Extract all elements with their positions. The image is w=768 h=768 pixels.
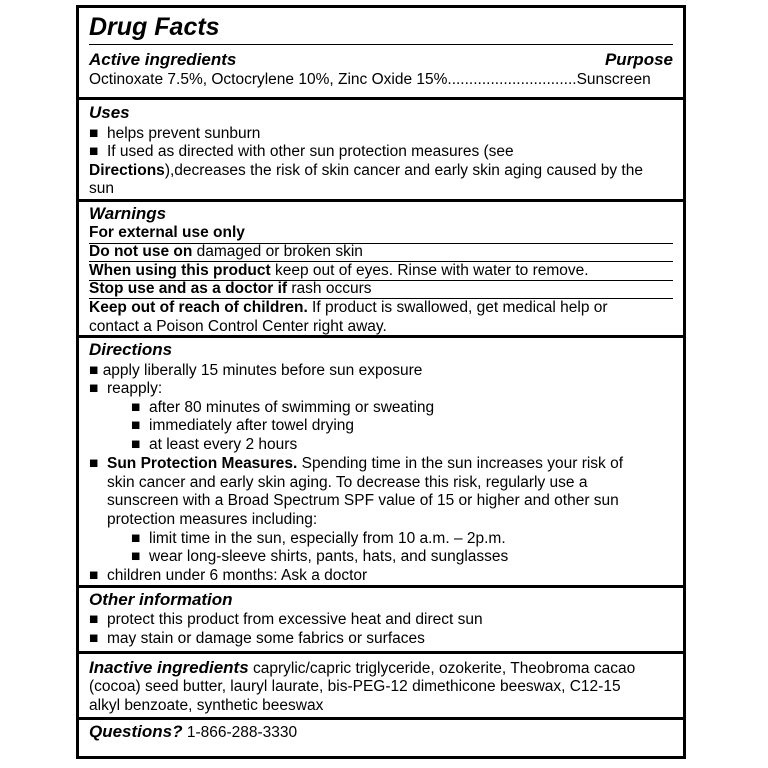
bullet-icon: ■ bbox=[89, 380, 99, 397]
sun-protection-cont: protection measures including: bbox=[107, 511, 318, 528]
inactive-ingredients-cont: (cocoa) seed butter, lauryl laurate, bis-PEG-12 dimethicone beeswax, C12-15 bbox=[89, 678, 621, 695]
title-rule bbox=[89, 44, 673, 45]
uses-item: ■ If used as directed with other sun protection measures (see bbox=[89, 143, 514, 160]
stop-use-line: Stop use and as a doctor if rash occurs bbox=[89, 280, 372, 297]
sun-protection-item: ■ Sun Protection Measures. Spending time in the sun increases your risk of bbox=[89, 455, 624, 472]
other-info-item: ■ protect this product from excessive heat and direct sun bbox=[89, 611, 483, 628]
divider bbox=[79, 199, 683, 202]
inactive-ingredients-line: Inactive ingredients caprylic/capric triglyceride, ozokerite, Theobroma cacao bbox=[89, 658, 636, 677]
do-not-use-line: Do not use on damaged or broken skin bbox=[89, 243, 363, 260]
divider bbox=[79, 717, 683, 720]
divider bbox=[79, 651, 683, 654]
bullet-icon: ■ bbox=[131, 436, 141, 453]
bullet-icon: ■ bbox=[89, 567, 99, 584]
uses-header: Uses bbox=[89, 103, 130, 122]
inactive-ingredients-cont: alkyl benzoate, synthetic beeswax bbox=[89, 697, 324, 714]
bullet-icon: ■ bbox=[89, 630, 99, 647]
active-ingredients-line: Octinoxate 7.5%, Octocrylene 10%, Zinc Oxide 15%..............................Sunscreen bbox=[89, 71, 651, 88]
questions-header: Questions? bbox=[89, 722, 183, 741]
other-info-item: ■ may stain or damage some fabrics or surfaces bbox=[89, 630, 425, 647]
directions-subitem: ■ limit time in the sun, especially from 10 a.m. – 2p.m. bbox=[131, 530, 506, 547]
bullet-icon: ■ bbox=[89, 125, 99, 142]
drug-facts-title: Drug Facts bbox=[89, 13, 220, 41]
divider bbox=[79, 335, 683, 338]
uses-item: ■ helps prevent sunburn bbox=[89, 125, 261, 142]
warnings-header: Warnings bbox=[89, 204, 167, 223]
divider bbox=[79, 585, 683, 588]
inactive-ingredients-header: Inactive ingredients bbox=[89, 658, 249, 677]
directions-subitem: ■ wear long-sleeve shirts, pants, hats, and sunglasses bbox=[131, 548, 509, 565]
directions-header: Directions bbox=[89, 340, 173, 359]
bullet-icon: ■ bbox=[89, 611, 99, 628]
sun-protection-cont: skin cancer and early skin aging. To decrease this risk, regularly use a bbox=[107, 474, 588, 491]
external-use-line: For external use only bbox=[89, 224, 245, 241]
keep-out-line-2: contact a Poison Control Center right away. bbox=[89, 318, 387, 335]
directions-item: ■ reapply: bbox=[89, 380, 163, 397]
bullet-icon: ■ bbox=[131, 399, 141, 416]
drug-facts-panel bbox=[76, 5, 686, 759]
when-using-line: When using this product keep out of eyes. Rinse with water to remove. bbox=[89, 262, 589, 279]
directions-subitem: ■ after 80 minutes of swimming or sweating bbox=[131, 399, 435, 416]
active-header-row bbox=[89, 51, 673, 69]
bullet-icon: ■ bbox=[89, 143, 99, 160]
directions-subitem: ■ immediately after towel drying bbox=[131, 417, 355, 434]
bullet-icon: ■ bbox=[131, 530, 141, 547]
directions-item: ■ children under 6 months: Ask a doctor bbox=[89, 567, 368, 584]
directions-item: ■ apply liberally 15 minutes before sun exposure bbox=[89, 362, 423, 379]
divider bbox=[79, 97, 683, 100]
bullet-icon: ■ bbox=[89, 455, 99, 472]
questions-line bbox=[89, 723, 297, 742]
purpose-header: Purpose bbox=[604, 50, 673, 69]
bullet-icon: ■ bbox=[131, 417, 141, 434]
phone-number: 1-866-288-3330 bbox=[182, 724, 298, 741]
other-info-header: Other information bbox=[89, 590, 233, 609]
bullet-icon: ■ bbox=[131, 548, 141, 565]
bullet-icon: ■ bbox=[89, 362, 99, 379]
sun-protection-cont: sunscreen with a Broad Spectrum SPF value of 15 or higher and other sun bbox=[107, 492, 619, 509]
uses-item-cont: Directions),decreases the risk of skin cancer and early skin aging caused by the bbox=[89, 162, 643, 179]
directions-subitem: ■ at least every 2 hours bbox=[131, 436, 298, 453]
active-ingredients-header: Active ingredients bbox=[89, 50, 237, 69]
keep-out-line: Keep out of reach of children. If product is swallowed, get medical help or bbox=[89, 299, 608, 316]
uses-item-cont: sun bbox=[89, 180, 114, 197]
